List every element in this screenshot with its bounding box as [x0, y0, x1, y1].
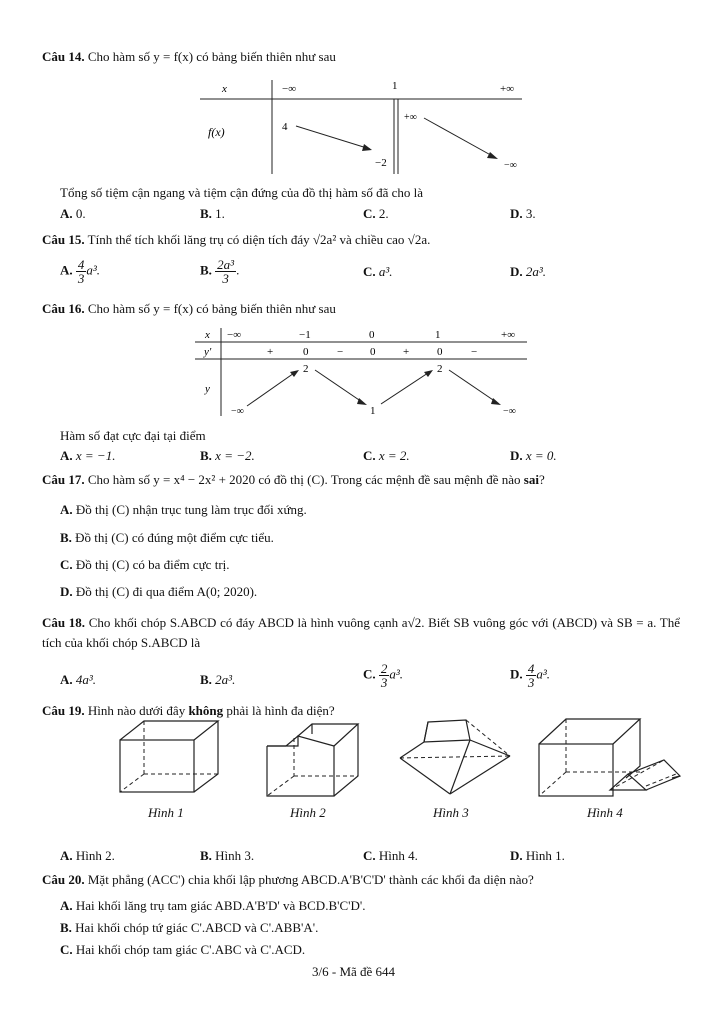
q14-option-a[interactable]: A. 0.	[60, 206, 86, 221]
q16-yp-value: −	[337, 346, 344, 358]
q19-option-a-text: Hình 2.	[75, 848, 115, 863]
q17-option-d[interactable]: D. Đồ thị (C) đi qua điểm A(0; 2020).	[60, 584, 258, 599]
q14-arrow-right	[424, 118, 496, 158]
q17-label: Câu 17.	[42, 472, 85, 487]
q14-x-label: x	[222, 83, 227, 95]
page-footer: 3/6 - Mã đề 644	[312, 964, 396, 979]
q14-label: Câu 14.	[42, 49, 85, 64]
q18-option-a-text: 4a³.	[75, 672, 97, 687]
q16-variation-table	[195, 326, 527, 418]
q16-x-value: +∞	[501, 329, 516, 341]
figure-4-caption: Hình 4	[587, 805, 623, 820]
q18-label: Câu 18.	[42, 615, 86, 630]
q15-a-num: 4	[77, 257, 85, 272]
q17-option-a-text: Đồ thị (C) nhận trục tung làm trục đối xứng.	[75, 502, 307, 517]
q15-stem	[42, 232, 430, 248]
q15-b-tail: .	[236, 262, 240, 278]
q18-option-b-text: 2a³.	[215, 672, 236, 687]
q16-option-a-text: x = −1.	[75, 448, 116, 463]
q19-option-a[interactable]: A. Hình 2.	[60, 848, 115, 863]
q18-d-tail: a³.	[536, 666, 551, 682]
q16-option-a[interactable]: A. x = −1.	[60, 448, 116, 463]
q16-x-value: −∞	[227, 329, 242, 341]
q16-y-value: 2	[303, 363, 309, 375]
q16-y-value: −∞	[503, 406, 516, 417]
q16-x-label: x	[205, 329, 210, 341]
q16-option-d[interactable]: D. x = 0.	[510, 448, 557, 463]
q18-option-a[interactable]: A. 4a³.	[60, 672, 97, 687]
q16-question: Hàm số đạt cực đại tại điểm	[60, 428, 206, 443]
q16-option-d-text: x = 0.	[525, 448, 557, 463]
q14-option-c[interactable]: C. 2.	[363, 206, 389, 221]
q20-option-c-text: Hai khối chóp tam giác C'.ABC và C'.ACD.	[75, 942, 306, 957]
q15-b-num: 2a³	[217, 257, 235, 272]
q15-option-c[interactable]: C. a³.	[363, 264, 393, 279]
q18-option-b[interactable]: B. 2a³.	[200, 672, 236, 687]
figure-4-box-with-prism	[536, 716, 684, 800]
q14-four: 4	[282, 121, 288, 133]
q19-label: Câu 19.	[42, 703, 85, 718]
q16-arrow-up-2	[381, 371, 431, 404]
q19-option-d-text: Hình 1.	[525, 848, 565, 863]
q16-x-value: −1	[299, 329, 311, 341]
q14-option-d-text: 3.	[525, 206, 536, 221]
figure-3-caption: Hình 3	[433, 805, 469, 820]
q16-x-value: 0	[369, 329, 375, 341]
q16-yp-value: +	[403, 346, 410, 358]
q15-option-c-text: a³.	[378, 264, 393, 279]
q14-option-a-text: 0.	[75, 206, 86, 221]
q15-label: Câu 15.	[42, 232, 85, 247]
q16-arrow-up-1	[247, 371, 297, 406]
q20-option-b-text: Hai khối chóp tứ giác C'.ABCD và C'.ABB'A'.	[75, 920, 319, 935]
q15-option-a[interactable]: A. $\frac{4}{3}$ a³.	[60, 257, 101, 286]
q15-a-den: 3	[77, 271, 85, 286]
q19-option-c-text: Hình 4.	[378, 848, 418, 863]
q14-stem-text: Cho hàm số y = f(x) có bảng biến thiên như sau	[87, 49, 336, 64]
q14-x-neg-inf: −∞	[282, 83, 297, 95]
q20-label: Câu 20.	[42, 872, 85, 887]
q18-c-tail: a³.	[389, 666, 404, 682]
q18-stem-text: Cho khối chóp S.ABCD có đáy ABCD là hình vuông cạnh a√2. Biết SB vuông góc với (ABCD) và SB = a. Thể tích của khối chóp S.ABCD là	[42, 615, 680, 650]
figure-3-frustum	[398, 718, 514, 798]
q18-d-den: 3	[527, 675, 535, 690]
q17-stem-bold: sai	[523, 472, 539, 487]
q16-yp-value: 0	[303, 346, 309, 358]
q19-option-b[interactable]: B. Hình 3.	[200, 848, 255, 863]
q16-stem-text: Cho hàm số y = f(x) có bảng biến thiên như sau	[87, 301, 336, 316]
q16-x-value: 1	[435, 329, 441, 341]
q16-label: Câu 16.	[42, 301, 85, 316]
q17-stem-end: ?	[538, 472, 545, 487]
q14-neg-inf-right: −∞	[504, 160, 517, 171]
figure-2-caption: Hình 2	[290, 805, 326, 820]
q16-stem	[42, 301, 336, 317]
figure-2-stepped-box	[264, 718, 362, 800]
q16-y-value: 1	[370, 405, 376, 417]
q19-stem-pre: Hình nào dưới đây	[87, 703, 186, 718]
q16-yp-value: 0	[437, 346, 443, 358]
q16-y-value: 2	[437, 363, 443, 375]
q16-y-label: y	[205, 383, 210, 395]
q16-arrow-down-2	[449, 370, 499, 404]
q20-option-a[interactable]: A. Hai khối lăng trụ tam giác ABD.A'B'D' và BCD.B'C'D'.	[60, 898, 366, 913]
q20-stem-text: Mặt phẳng (ACC') chia khối lập phương ABCD.A'B'C'D' thành các khối đa diện nào?	[87, 872, 534, 887]
q17-option-b-text: Đồ thị (C) có đúng một điểm cực tiểu.	[75, 530, 274, 545]
q16-option-b[interactable]: B. x = −2.	[200, 448, 255, 463]
q14-x-one: 1	[392, 80, 398, 92]
q19-option-d[interactable]: D. Hình 1.	[510, 848, 565, 863]
q18-c-num: 2	[380, 661, 388, 676]
q15-a-tail: a³.	[86, 262, 101, 278]
q14-option-c-text: 2.	[378, 206, 389, 221]
q16-option-c-text: x = 2.	[378, 448, 410, 463]
q19-stem-bold: không	[188, 703, 224, 718]
q18-d-num: 4	[527, 661, 535, 676]
q19-stem-post: phải là hình đa diện?	[226, 703, 335, 718]
q14-stem	[42, 49, 336, 65]
q17-stem	[42, 472, 545, 488]
q18-option-d[interactable]: D. $\frac{4}{3}$ a³.	[510, 661, 551, 690]
figure-1-caption: Hình 1	[148, 805, 184, 820]
q16-yp-value: 0	[370, 346, 376, 358]
q16-option-b-text: x = −2.	[215, 448, 255, 463]
q19-option-c[interactable]: C. Hình 4.	[363, 848, 418, 863]
q14-option-d[interactable]: D. 3.	[510, 206, 536, 221]
q20-option-b[interactable]: B. Hai khối chóp tứ giác C'.ABCD và C'.ABB'A'.	[60, 920, 319, 935]
q16-yp-label: y'	[204, 346, 212, 358]
q17-option-c[interactable]: C. Đồ thị (C) có ba điểm cực trị.	[60, 557, 230, 572]
q17-option-a[interactable]: A. Đồ thị (C) nhận trục tung làm trục đối xứng.	[60, 502, 307, 517]
q16-y-value: −∞	[231, 406, 244, 417]
q14-question: Tổng số tiệm cận ngang và tiệm cận đứng của đồ thị hàm số đã cho là	[60, 185, 424, 200]
q14-pos-inf-right: +∞	[404, 112, 417, 123]
q16-yp-value: +	[267, 346, 274, 358]
q17-option-d-text: Đồ thị (C) đi qua điểm A(0; 2020).	[75, 584, 258, 599]
q14-option-b[interactable]: B. 1.	[200, 206, 225, 221]
q14-option-b-text: 1.	[215, 206, 225, 221]
q15-b-den: 3	[222, 271, 229, 286]
q14-variation-table	[200, 74, 522, 176]
q15-option-b[interactable]: B. $\frac{\text{2a³}}{3}$ .	[200, 257, 240, 286]
q16-arrow-down-1	[315, 370, 365, 404]
q14-arrow-left	[296, 126, 370, 149]
q15-stem-text: Tính thể tích khối lăng trụ có diện tích đáy √2a² và chiều cao √2a.	[87, 232, 431, 247]
q18-c-den: 3	[380, 675, 388, 690]
q14-x-pos-inf: +∞	[500, 83, 515, 95]
q17-stem-text: Cho hàm số y = x⁴ − 2x² + 2020 có đồ thị (C). Trong các mệnh đề sau mệnh đề nào	[87, 472, 521, 487]
q17-option-b[interactable]: B. Đồ thị (C) có đúng một điểm cực tiểu.	[60, 530, 274, 545]
q14-minus-two: −2	[375, 157, 387, 169]
q16-option-c[interactable]: C. x = 2.	[363, 448, 410, 463]
q15-option-d[interactable]: D. 2a³.	[510, 264, 547, 279]
q20-option-c[interactable]: C. Hai khối chóp tam giác C'.ABC và C'.ACD.	[60, 942, 306, 957]
q14-fx-label: f(x)	[208, 125, 225, 139]
q18-option-c[interactable]: C. $\frac{2}{3}$ a³.	[363, 661, 404, 690]
q16-yp-value: −	[471, 346, 478, 358]
q19-option-b-text: Hình 3.	[215, 848, 255, 863]
q15-option-d-text: 2a³.	[525, 264, 547, 279]
q20-option-a-text: Hai khối lăng trụ tam giác ABD.A'B'D' và BCD.B'C'D'.	[75, 898, 366, 913]
q17-option-c-text: Đồ thị (C) có ba điểm cực trị.	[75, 557, 230, 572]
q18-stem	[42, 613, 680, 653]
q19-stem	[42, 703, 335, 719]
q20-stem	[42, 872, 534, 888]
figure-1-box	[118, 718, 222, 796]
